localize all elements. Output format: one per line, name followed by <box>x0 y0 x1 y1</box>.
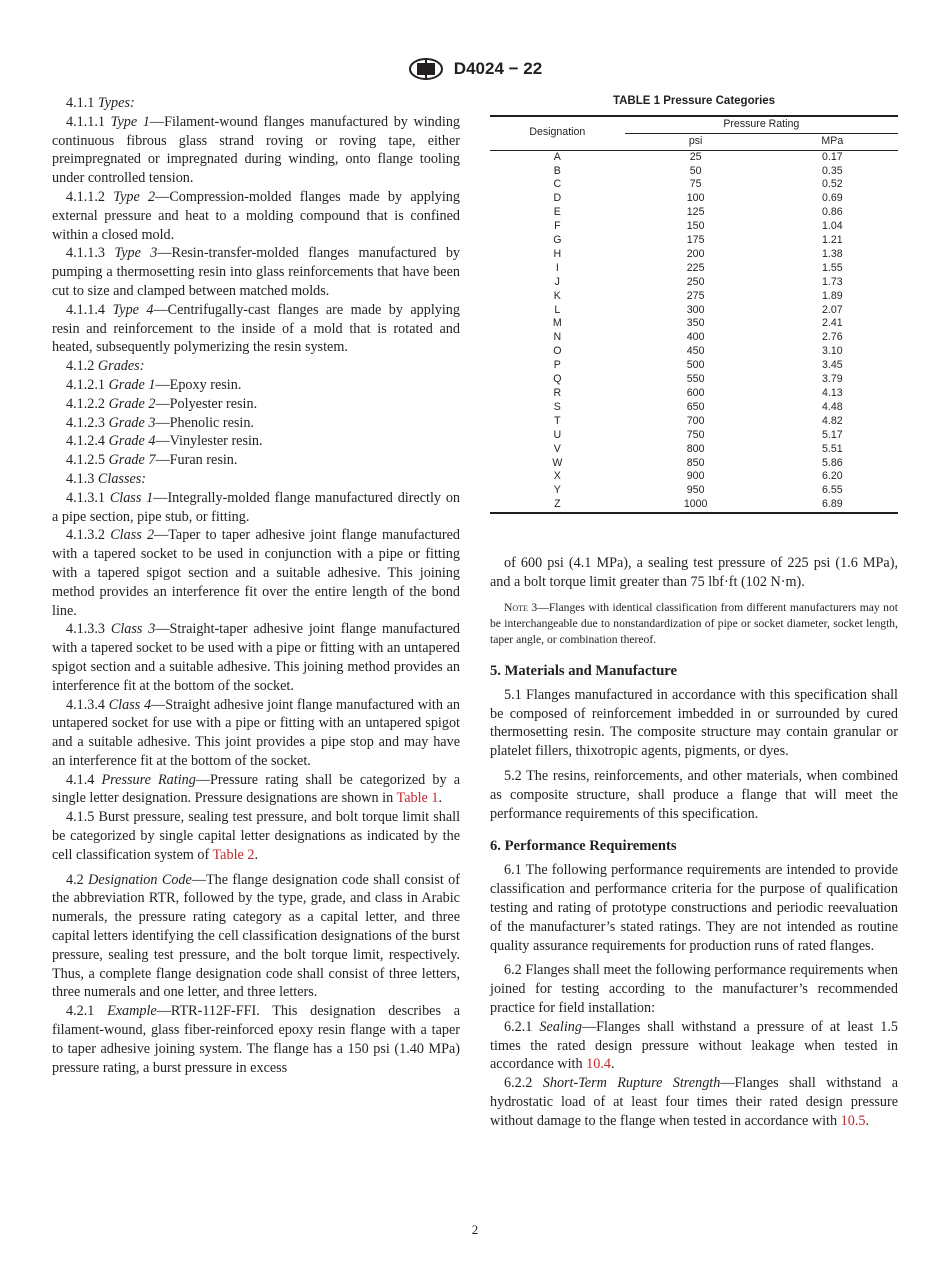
paragraph-4-1-3-4: 4.1.3.4 Class 4—Straight adhesive joint flange manufactured with an untapered socket for use with a pipe or fitting with an untapered spigot and a suitable adhesive. This joint provides a pipe stop and may have an interference fit at the bottom of the socket. <box>52 696 461 769</box>
paragraph-4-1-2-1: 4.1.2.1 Grade 1—Epoxy resin. <box>66 376 242 393</box>
table-row <box>490 206 898 220</box>
table-row <box>490 317 898 331</box>
designation-cell: L <box>554 303 561 316</box>
psi-cell: 850 <box>686 456 705 469</box>
psi-cell: 600 <box>686 387 705 400</box>
paragraph-4-1-2: 4.1.2 Grades: <box>66 358 145 375</box>
link-table-1[interactable]: Table 1 <box>396 790 439 807</box>
designation-cell: M <box>552 317 562 330</box>
table-header-pressure-rating: Pressure Rating <box>625 116 898 133</box>
mpa-cell: 4.48 <box>822 400 843 413</box>
psi-cell: 175 <box>686 234 705 247</box>
mpa-cell: 1.55 <box>822 261 843 274</box>
example-continuation: of 600 psi (4.1 MPa), a sealing test pressure of 225 psi (1.6 MPa), and a bolt torque limit greater than 75 lbf·ft (102 N·m). <box>490 555 898 590</box>
psi-cell: 225 <box>686 261 705 274</box>
psi-cell: 200 <box>686 247 705 260</box>
note-3-text: —Flanges with identical classification from different manufacturers may not be interchangeable due to nonstandardization of pipe or socket diameter, socket length, taper angle, or combination thereof. <box>490 600 898 646</box>
paragraph-4-1-5: 4.1.5 Burst pressure, sealing test pressure, and bolt torque limit shall be categorized by single capital letter designations as indicated by the cell classification system of Table 2. <box>52 809 461 863</box>
psi-cell: 275 <box>686 289 705 302</box>
table-row <box>490 498 898 513</box>
page-header <box>0 58 950 82</box>
left-column <box>52 94 460 1077</box>
mpa-cell: 1.89 <box>822 289 843 302</box>
table-row <box>490 290 898 304</box>
mpa-cell: 0.69 <box>822 192 843 205</box>
paragraph-5-2: 5.2 The resins, reinforcements, and other materials, when combined as composite structure, shall produce a flange that will meet the performance requirements of this specification. <box>490 767 898 822</box>
mpa-cell: 5.51 <box>822 442 843 455</box>
psi-cell: 25 <box>689 150 702 163</box>
designation-cell: T <box>554 414 561 427</box>
right-column <box>490 94 898 1131</box>
table-row <box>490 234 898 248</box>
paragraph-6-2-2: 6.2.2 Short-Term Rupture Strength—Flanges shall withstand a hydrostatic load of at least four times their rated design pressure without damage to the flange when tested in accordance with 10.5. <box>490 1075 898 1129</box>
table-row <box>490 484 898 498</box>
mpa-cell: 1.73 <box>822 275 843 288</box>
table-row <box>490 248 898 262</box>
psi-cell: 750 <box>686 428 705 441</box>
psi-cell: 1000 <box>683 498 708 511</box>
mpa-cell: 6.20 <box>822 470 843 483</box>
mpa-cell: 2.41 <box>822 317 843 330</box>
paragraph-4-1-3: 4.1.3 Classes: <box>66 470 147 487</box>
mpa-cell: 0.35 <box>822 164 843 177</box>
psi-cell: 800 <box>686 442 705 455</box>
table-row <box>490 178 898 192</box>
page-number: 2 <box>471 1222 479 1237</box>
psi-cell: 100 <box>686 192 705 205</box>
paragraph-4-1-3-3: 4.1.3.3 Class 3—Straight-taper adhesive joint flange manufactured with a tapered socket to be used with a pipe or fitting with an untapered spigot section and a suitable adhesive. This joining method provides an interference fit at the bottom of the socket. <box>52 621 460 694</box>
table-row <box>490 457 898 471</box>
designation-cell: J <box>554 275 560 288</box>
psi-cell: 150 <box>686 220 705 233</box>
pressure-categories-table <box>490 115 898 514</box>
psi-cell: 75 <box>689 178 702 191</box>
mpa-cell: 3.45 <box>822 359 843 372</box>
psi-cell: 400 <box>686 331 705 344</box>
table-row <box>490 331 898 345</box>
mpa-cell: 0.52 <box>822 178 843 191</box>
paragraph-4-1-1-1: 4.1.1.1 Type 1—Filament-wound flanges manufactured by winding continuous fibrous glass strand roving or roving tape, either preimpregnated or impregnated during winding, onto flange tooling under controlled tension. <box>52 113 461 187</box>
mpa-cell: 6.55 <box>822 484 843 497</box>
paragraph-5-1: 5.1 Flanges manufactured in accordance with this specification shall be composed of reinforcement imbedded in or surrounded by cured thermosetting resin. The composite structure may contain granular or platelet fillers, thixotropic agents, pigments, or dyes. <box>490 686 898 760</box>
table-row <box>490 345 898 359</box>
paragraph-4-1-1-2: 4.1.1.2 Type 2—Compression-molded flanges made by applying external pressure and heat to a molding compound that is confined within a closed mold. <box>52 188 460 243</box>
table-row <box>490 150 898 164</box>
mpa-cell: 1.38 <box>822 247 843 260</box>
mpa-cell: 5.86 <box>822 456 843 469</box>
note-3 <box>490 600 898 648</box>
paragraph-4-1-3-1: 4.1.3.1 Class 1—Integrally-molded flange manufactured directly on a pipe section, pipe stub, or fitting. <box>52 489 461 525</box>
designation-cell: P <box>553 359 561 372</box>
designation-cell: E <box>553 206 561 219</box>
mpa-cell: 3.10 <box>822 345 843 358</box>
table-row <box>490 165 898 179</box>
table-row <box>490 401 898 415</box>
paragraph-4-1-1: 4.1.1 Types: <box>66 95 135 111</box>
psi-cell: 125 <box>686 206 705 219</box>
mpa-cell: 3.79 <box>822 373 843 386</box>
table-row <box>490 359 898 373</box>
designation-cell: B <box>553 164 561 177</box>
mpa-cell: 0.86 <box>822 206 843 219</box>
designation-cell: Y <box>553 484 561 497</box>
psi-cell: 500 <box>686 359 705 372</box>
designation-cell: N <box>553 331 562 344</box>
table-header-psi: psi <box>625 133 767 150</box>
designation-cell: Q <box>553 373 562 386</box>
paragraph-6-2-1: 6.2.1 Sealing—Flanges shall withstand a pressure of at least 1.5 times the rated design pressure without leakage when tested in accordance with 10.4. <box>490 1018 898 1073</box>
paragraph-4-1-4: 4.1.4 Pressure Rating—Pressure rating shall be categorized by a single letter designation. Pressure designations are shown in Table 1. <box>52 771 460 807</box>
mpa-cell: 2.07 <box>822 303 843 316</box>
psi-cell: 550 <box>686 373 705 386</box>
table-row <box>490 262 898 276</box>
psi-cell: 900 <box>686 470 705 483</box>
paragraph-4-1-2-4: 4.1.2.4 Grade 4—Vinylester resin. <box>66 433 263 450</box>
link-10-4[interactable]: 10.4 <box>586 1056 611 1073</box>
table-row <box>490 387 898 401</box>
mpa-cell: 6.89 <box>822 498 843 511</box>
table-row <box>490 443 898 457</box>
table-row <box>490 220 898 234</box>
mpa-cell: 1.04 <box>822 220 843 233</box>
section-5-heading: 5. Materials and Manufacture <box>490 662 677 679</box>
paragraph-4-2: 4.2 Designation Code—The flange designation code shall consist of the abbreviation RTR, followed by the type, grade, and class in Arabic numerals, the pressure rating category as a capital letter, and three capital letters identifying the cell classification designations of the burst pressure, sealing test pressure, and the bolt torque limit, respectively. Thus, a complete flange designation code shall consist of three letters, three numerals and one letter, and three letters. <box>52 871 460 1001</box>
table-header-mpa: MPa <box>767 133 898 150</box>
paragraph-4-1-2-2: 4.1.2.2 Grade 2—Polyester resin. <box>66 395 258 412</box>
table-row <box>490 276 898 290</box>
designation-cell: D <box>553 192 562 205</box>
section-6-heading: 6. Performance Requirements <box>490 838 677 855</box>
psi-cell: 300 <box>686 303 705 316</box>
psi-cell: 700 <box>686 414 705 427</box>
note-3-label: Note 3 <box>504 600 538 614</box>
mpa-cell: 0.17 <box>822 150 843 163</box>
designation-cell: C <box>553 178 562 191</box>
designation-cell: H <box>553 247 562 260</box>
mpa-cell: 4.82 <box>822 414 843 427</box>
psi-cell: 950 <box>686 484 705 497</box>
designation-cell: F <box>554 220 561 233</box>
designation-cell: U <box>553 428 562 441</box>
table-row <box>490 373 898 387</box>
paragraph-6-1: 6.1 The following performance requirements are intended to provide classification and performance criteria for the purpose of qualification testing and rating of prototype constructions and periodic reevaluation of the manufacturer’s stated ratings. They are not intended as routine quality assurance requirements for production runs of rated flanges. <box>490 862 898 954</box>
designation-cell: W <box>552 456 563 469</box>
table-row <box>490 470 898 484</box>
designation-cell: X <box>553 470 561 483</box>
paragraph-6-2: 6.2 Flanges shall meet the following performance requirements when joined for testing according to the manufacturer’s recommended practice for field installation: <box>490 962 898 1016</box>
designation-cell: R <box>553 387 562 400</box>
psi-cell: 650 <box>686 400 705 413</box>
table-header-designation: Designation <box>490 116 625 150</box>
table-row <box>490 415 898 429</box>
designation-cell: S <box>553 400 561 413</box>
table-row <box>490 429 898 443</box>
designation-cell: K <box>553 289 561 302</box>
mpa-cell: 2.76 <box>822 331 843 344</box>
table-1-title: TABLE 1 Pressure Categories <box>612 95 776 107</box>
designation-cell: Z <box>554 498 561 511</box>
psi-cell: 250 <box>686 275 705 288</box>
psi-cell: 350 <box>686 317 705 330</box>
psi-cell: 450 <box>686 345 705 358</box>
document-id: D4024 − 22 <box>453 59 543 78</box>
designation-cell: O <box>553 345 562 358</box>
paragraph-4-1-2-3: 4.1.2.3 Grade 3—Phenolic resin. <box>66 414 254 431</box>
paragraph-4-1-1-4: 4.1.1.4 Type 4—Centrifugally-cast flanges are made by applying resin and reinforcement to the inside of a mold that is rotated and heated, subsequently polymerizing the resin system. <box>52 301 460 356</box>
paragraph-4-1-2-5: 4.1.2.5 Grade 7—Furan resin. <box>66 452 238 469</box>
designation-cell: I <box>555 261 559 274</box>
designation-cell: G <box>553 234 562 247</box>
mpa-cell: 1.21 <box>822 234 843 247</box>
table-row <box>490 304 898 318</box>
paragraph-4-1-1-3: 4.1.1.3 Type 3—Resin-transfer-molded flanges manufactured by pumping a thermosetting resin into glass reinforcements that have been cut to size and clamped between matched molds. <box>52 245 461 299</box>
table-row <box>490 192 898 206</box>
psi-cell: 50 <box>689 164 702 177</box>
designation-cell: A <box>553 150 561 163</box>
paragraph-4-1-3-2: 4.1.3.2 Class 2—Taper to taper adhesive joint flange manufactured with a tapered socket to be used in conjunction with a pipe or fitting with a tapered spigot section and a suitable adhesive. This joining method provides an interference fit over the entire length of the bond line. <box>52 527 460 619</box>
link-table-2[interactable]: Table 2 <box>212 846 255 863</box>
link-10-5[interactable]: 10.5 <box>840 1112 866 1129</box>
mpa-cell: 4.13 <box>822 387 843 400</box>
mpa-cell: 5.17 <box>822 428 843 441</box>
designation-cell: V <box>553 442 561 455</box>
astm-logo-icon <box>408 58 444 80</box>
paragraph-4-2-1: 4.2.1 Example—RTR-112F-FFI. This designation describes a filament-wound, glass fiber-reinforced epoxy resin flange with a taper to taper adhesive joining system. The flange has a 150 psi (1.40 MPa) pressure rating, a burst pressure in excess <box>52 1003 460 1076</box>
